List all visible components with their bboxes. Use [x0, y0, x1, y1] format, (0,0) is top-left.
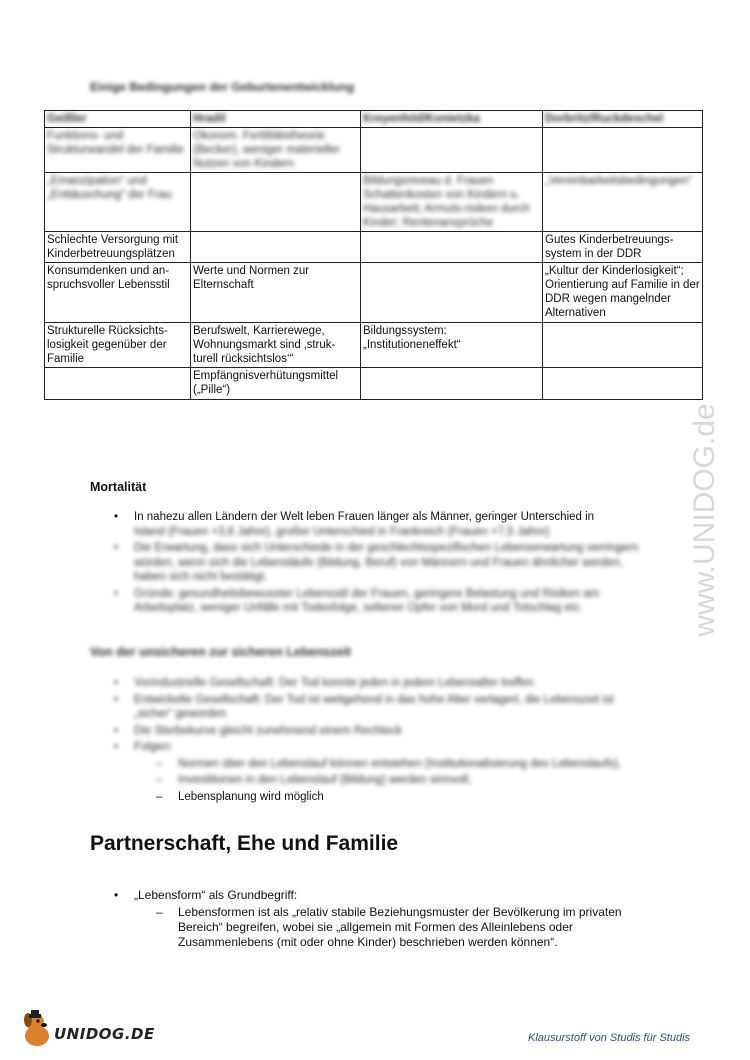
mortality-heading: Mortalität [90, 480, 147, 494]
dash-icon: – [156, 774, 163, 786]
bullet-icon: • [114, 511, 119, 523]
sub-list-item [134, 773, 650, 788]
list-item [90, 724, 650, 739]
table-row [45, 232, 703, 263]
list-item [90, 541, 650, 585]
table-cell: Werte und Normen zur Elternschaft [191, 263, 361, 323]
table-cell [45, 368, 191, 400]
dash-icon: – [156, 905, 163, 919]
table-row [45, 173, 703, 232]
sub-list-item-text: Zusammenlebens (mit oder ohne Kinder) beschrieben werden können“. [178, 935, 558, 949]
sub-list-item-text: Lebensformen ist als „relativ stabile Beziehungsmuster der Bevölkerung im privaten [178, 905, 622, 919]
table-header-cell: Dorbritz/Ruckdeschel [543, 111, 703, 128]
list-item-text: Die Erwartung, dass sich Unterschiede in der geschlechtsspezifischen Lebenserwartung verringern würden, wenn sich die Lebensläufe (Bildung, Beruf) von Männern und Frauen ähnlicher werden, haben sich nicht bestätigt. [134, 542, 639, 583]
table-header-cell: Kreyenfeld/Konietzka [361, 111, 543, 128]
lifetime-heading: Von der unsicheren zur sicheren Lebenszeit [90, 645, 351, 659]
partnership-list [90, 888, 650, 952]
list-item-text: Entwickelte Gesellschaft: Der Tod ist weitgehend in das hohe Alter verlagert, die Lebenszeit ist „sicher“ geworden [134, 693, 614, 720]
list-item [90, 676, 650, 691]
sub-list-item-text: Lebensplanung wird möglich [178, 790, 324, 803]
table-cell: Bildungssystem: „Institutioneneffekt“ [361, 323, 543, 368]
list-item [90, 740, 650, 804]
bullet-icon: • [114, 677, 119, 689]
table-row [45, 263, 703, 323]
footer-tagline: Klausurstoff von Studis für Studis [528, 1032, 691, 1044]
conditions-table [44, 110, 703, 400]
lifetime-list [90, 676, 650, 806]
list-item-text: „Lebensform“ als Grundbegriff: [134, 888, 298, 902]
sub-list-item [134, 757, 650, 772]
table-cell [191, 173, 361, 232]
table-cell [543, 128, 703, 173]
sub-list-item-text: Investitionen in den Lebenslauf (Bildung) werden sinnvoll, [178, 774, 472, 786]
table-cell: „Emanzipation“ und „Enttäuschung“ der Frau [45, 173, 191, 232]
footer-logo [20, 1010, 180, 1050]
dash-icon: – [156, 757, 163, 770]
list-item-text: Gründe: gesundheitsbewusster Lebensstil der Frauen, geringere Belastung und Risiken am Arbeitsplatz, weniger Unfälle mit Todesfolge, seltener Opfer von Mord und Totschlag etc. [134, 587, 600, 614]
watermark [686, 300, 726, 740]
list-item [90, 888, 650, 950]
bullet-icon: • [114, 693, 119, 706]
table-cell: Ökonom. Fertilitätstheorie (Becker), weniger materieller Nutzen von Kindern [191, 128, 361, 173]
table-cell [543, 368, 703, 400]
table-cell: Konsumdenken und an-spruchsvoller Lebensstil [45, 263, 191, 323]
table-cell [361, 232, 543, 263]
bullet-icon: • [114, 587, 119, 600]
table-row [45, 323, 703, 368]
table-cell [361, 128, 543, 173]
table-cell: Gutes Kinderbetreuungs-system in der DDR [543, 232, 703, 263]
sub-list [134, 757, 650, 805]
table-cell: „Vereinbarkeitsbedingungen“ [543, 173, 703, 232]
table-row [45, 368, 703, 400]
table-cell [543, 323, 703, 368]
table-cell [361, 263, 543, 323]
table-header-cell: Geißler [45, 111, 191, 128]
logo-text: UNIDOG.DE [54, 1025, 155, 1043]
list-item [90, 510, 650, 539]
table-row [45, 128, 703, 173]
table-header-row [45, 111, 703, 128]
table-cell: „Kultur der Kinderlosigkeit“; Orientierung auf Familie in der DDR wegen mangelnder Alternativen [543, 263, 703, 323]
bullet-icon: • [114, 888, 119, 902]
watermark-text: www.UNIDOG.de [688, 403, 721, 637]
sub-list [134, 905, 650, 950]
sub-list-item-text: Normen über den Lebenslauf können entstehen (Institutionalisierung des Lebenslaufs), [178, 757, 622, 770]
table-cell [191, 232, 361, 263]
list-item-text: Die Sterbekurve gleicht zunehmend einem Rechteck [134, 724, 402, 737]
list-item [90, 693, 650, 722]
dash-icon: – [156, 790, 163, 803]
partnership-heading: Partnerschaft, Ehe und Familie [90, 832, 399, 855]
table-cell [361, 368, 543, 400]
mortality-list [90, 510, 650, 618]
list-item-text: In nahezu allen Ländern der Welt leben Frauen länger als Männer, geringer Unterschied in [134, 511, 595, 523]
sub-list-item [134, 905, 650, 950]
bullet-icon: • [114, 542, 119, 554]
table-cell: Schlechte Versorgung mit Kinderbetreuungsplätzen [45, 232, 191, 263]
bullet-icon: • [114, 741, 119, 753]
table-cell: Empfängnisverhütungsmittel („Pille“) [191, 368, 361, 400]
table-title: Einige Bedingungen der Geburtenentwicklung [90, 80, 355, 94]
list-item-text: Folgen: [134, 741, 173, 753]
table-cell: Funktions- und Strukturwandel der Familie [45, 128, 191, 173]
bullet-icon: • [114, 724, 119, 737]
list-item-text: Island (Frauen +3,6 Jahre), großer Unterschied in Frankreich (Frauen +7,5 Jahre) [134, 525, 550, 538]
sub-list-item [134, 790, 650, 805]
sub-list-item-text: Bereich“ begreifen, wobei sie „allgemein mit Formen des Alleinlebens oder [178, 920, 573, 934]
list-item [90, 587, 650, 616]
table-cell: Strukturelle Rücksichts-losigkeit gegenüber der Familie [45, 323, 191, 368]
list-item-text: Vorindustrielle Gesellschaft: Der Tod konnte jeden in jedem Lebensalter treffen [134, 677, 534, 689]
table-header-cell: Hradil [191, 111, 361, 128]
table-cell: Bildungsniveau d. Frauen Schattenkosten von Kindern u. Hausarbeit; Armuts-risiken durch Kinder; Rentenansprüche [361, 173, 543, 232]
dog-icon [20, 1010, 54, 1048]
table-cell: Berufswelt, Karrierewege, Wohnungsmarkt sind ‚struk-turell rücksichtslos‘“ [191, 323, 361, 368]
